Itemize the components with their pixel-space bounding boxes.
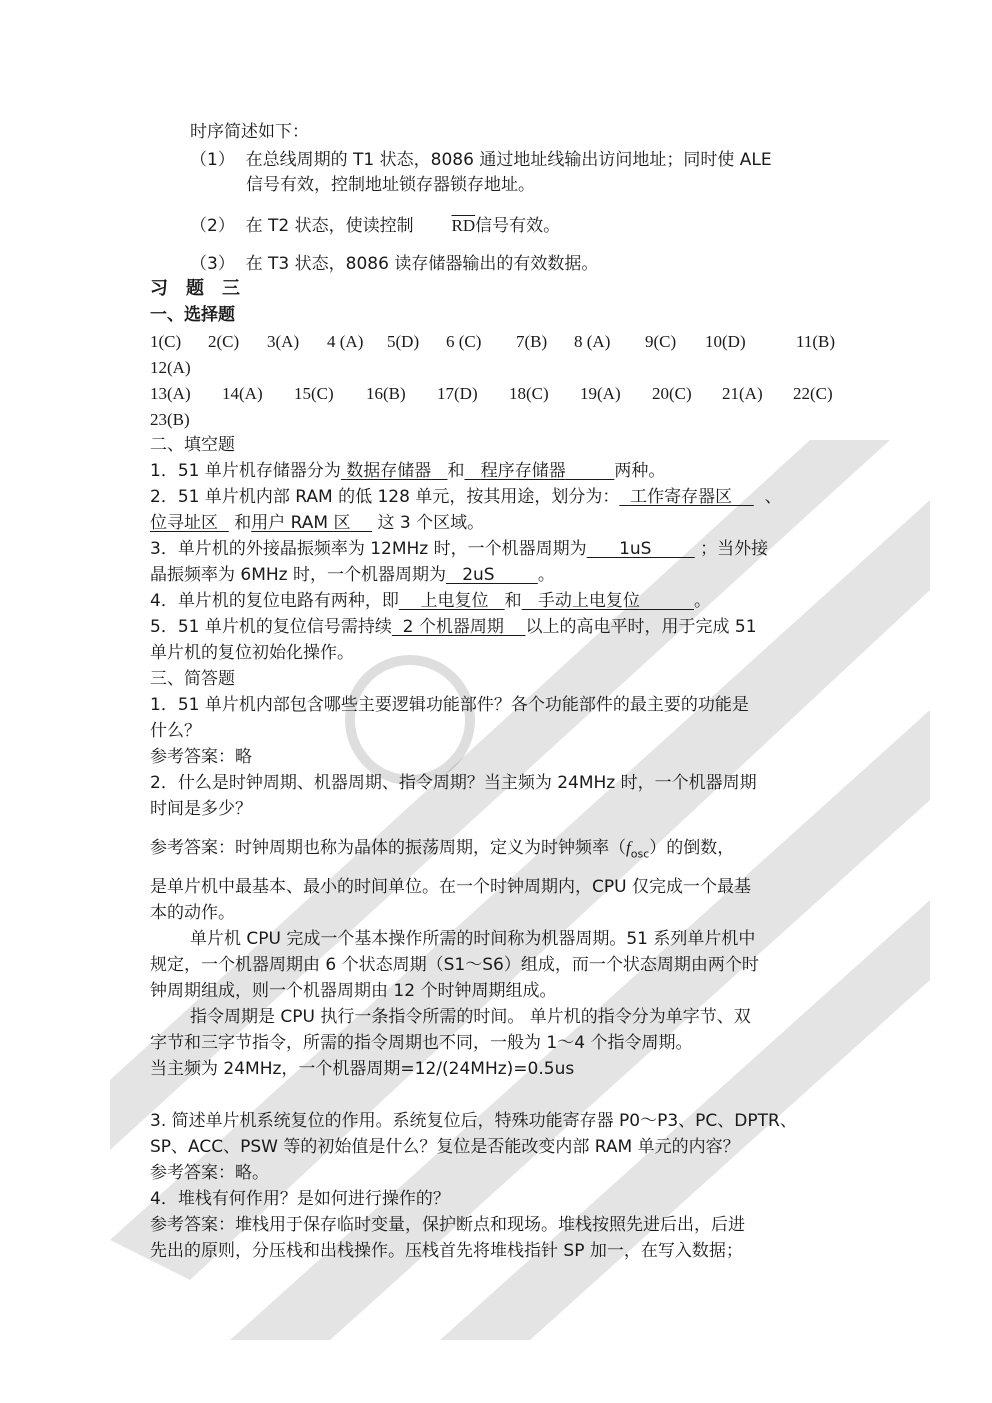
step-text: 在总线周期的 T1 状态，8086 通过地址线输出访问地址；同时使 ALE <box>245 150 772 170</box>
fill-question-3 <box>150 538 768 560</box>
blank-answer <box>150 513 229 533</box>
short-answer-2-para-3-l2: 字节和三字节指令，所需的指令周期也不同，一般为 1～4 个指令周期。 <box>150 1033 693 1053</box>
answer-item: 9(C) <box>645 332 677 351</box>
timing-step-1-cont: 信号有效，控制地址锁存器锁存地址。 <box>246 175 535 195</box>
short-answer-4-cont: 先出的原则，分压栈和出栈操作。压栈首先将堆栈指针 SP 加一，在写入数据； <box>150 1241 743 1261</box>
short-question-2: 2．什么是时钟周期、机器周期、指令周期？当主频为 24MHz 时，一个机器周期 <box>150 773 757 793</box>
blank-answer <box>251 513 372 533</box>
short-answer-1: 参考答案：略 <box>150 747 252 767</box>
fill-question-4 <box>150 590 711 612</box>
question-text: ；当外接 <box>700 539 769 559</box>
fill-question-3-cont <box>150 564 555 586</box>
answer-item: 6 (C) <box>446 332 482 351</box>
question-text: 和 <box>234 513 252 533</box>
answer-item: 3(A) <box>267 332 300 351</box>
blank-answer-text: 数据存储器 <box>346 461 432 481</box>
timing-step-3 <box>190 253 598 275</box>
blank-answer-text: 手动上电复位 <box>537 591 640 611</box>
answer-item: 5(D) <box>387 332 420 351</box>
question-text: 两种。 <box>614 461 666 481</box>
answer-item: 19(A) <box>580 384 621 403</box>
fill-question-2-cont <box>150 512 484 534</box>
blank-answer <box>341 461 448 481</box>
answer-item: 14(A) <box>222 384 263 403</box>
blank-answer-text: 位寻址区 <box>150 513 218 533</box>
blank-answer <box>464 461 614 481</box>
step-number: （3） <box>190 254 235 274</box>
blank-answer-text: 2 个机器周期 <box>402 617 504 637</box>
choice-answers-row-2-wrap: 23(B) <box>150 410 190 429</box>
answer-item: 1(C) <box>150 332 182 351</box>
blank-answer-text: 用户 RAM 区 <box>251 513 351 533</box>
answer-text: 参考答案：时钟周期也称为晶体的振荡周期，定义为时钟频率（ <box>150 838 626 858</box>
formula-f: f <box>626 838 631 857</box>
question-text: 。 <box>537 565 555 585</box>
answer-item: 8 (A) <box>574 332 611 351</box>
fill-question-5-cont: 单片机的复位初始化操作。 <box>150 643 354 663</box>
question-text: 以上的高电平时，用于完成 51 <box>525 617 757 637</box>
short-question-3: 3. 简述单片机系统复位的作用。系统复位后，特殊功能寄存器 P0～P3、PC、DPTR、 <box>150 1111 797 1131</box>
answer-item: 10(D) <box>705 332 746 351</box>
short-question-4: 4．堆栈有何作用？是如何进行操作的？ <box>150 1189 450 1209</box>
choice-answers-row-1-wrap: 12(A) <box>150 358 191 377</box>
short-answer-2-line-3: 本的动作。 <box>150 903 235 923</box>
blank-answer <box>399 591 505 611</box>
short-answer-2-para-2-l2: 规定，一个机器周期由 6 个状态周期（S1～S6）组成，而一个状态周期由两个时 <box>150 955 759 975</box>
short-question-3-cont: SP、ACC、PSW 等的初始值是什么？复位是否能改变内部 RAM 单元的内容？ <box>150 1137 740 1157</box>
answer-item: 17(D) <box>437 384 478 403</box>
step-number: （2） <box>190 216 235 236</box>
step-text-tail: 信号有效。 <box>475 216 561 236</box>
question-text: 2．51 单片机内部 RAM 的低 128 单元，按其用途，划分为： <box>150 487 620 507</box>
question-text: 1．51 单片机存储器分为 <box>150 461 341 481</box>
answer-text: ）的倒数， <box>649 838 735 858</box>
answer-item: 22(C) <box>793 384 833 403</box>
blank-answer <box>392 617 526 637</box>
blank-answer <box>587 539 695 559</box>
question-text: 5．51 单片机的复位信号需持续 <box>150 617 392 637</box>
fill-question-5 <box>150 616 757 638</box>
blank-answer <box>619 487 753 507</box>
blank-answer <box>522 591 694 611</box>
short-question-1-cont: 什么？ <box>150 721 201 741</box>
short-answer-3: 参考答案：略。 <box>150 1163 269 1183</box>
formula-subscript: osc <box>630 847 650 861</box>
fill-heading: 二、填空题 <box>150 435 235 455</box>
question-text: 4．单片机的复位电路有两种，即 <box>150 591 399 611</box>
answer-item: 21(A) <box>722 384 763 403</box>
timing-step-1 <box>190 149 772 171</box>
question-text: 这 3 个区域。 <box>377 513 485 533</box>
timing-step-2 <box>190 215 560 237</box>
short-answer-2-line-2: 是单片机中最基本、最小的时间单位。在一个时钟周期内，CPU 仅完成一个最基 <box>150 877 751 897</box>
question-text: 和 <box>447 461 465 481</box>
short-question-2-cont: 时间是多少？ <box>150 799 252 819</box>
blank-answer-text: 工作寄存器区 <box>630 487 733 507</box>
blank-answer-text: 程序存储器 <box>480 461 566 481</box>
question-text: 3．单片机的外接晶振频率为 12MHz 时，一个机器周期为 <box>150 539 587 559</box>
short-answer-2-para-3-l3: 当主频为 24MHz，一个机器周期=12/(24MHz)=0.5us <box>150 1059 575 1079</box>
fill-question-2 <box>150 486 782 508</box>
question-text: 。 <box>693 591 711 611</box>
timing-intro: 时序简述如下： <box>190 122 309 142</box>
blank-answer-text: 1uS <box>619 539 652 559</box>
answer-item: 18(C) <box>509 384 549 403</box>
fill-question-1 <box>150 460 665 482</box>
answer-item: 16(B) <box>366 384 406 403</box>
step-text: 在 T3 状态，8086 读存储器输出的有效数据。 <box>245 254 599 274</box>
short-heading: 三、简答题 <box>150 669 235 689</box>
answer-item: 4 (A) <box>327 332 364 351</box>
question-text: 晶振频率为 6MHz 时，一个机器周期为 <box>150 565 446 585</box>
choice-heading: 一、选择题 <box>150 305 235 325</box>
short-question-1: 1．51 单片机内部包含哪些主要逻辑功能部件？各个功能部件的最主要的功能是 <box>150 695 749 715</box>
short-answer-2 <box>150 837 734 865</box>
answer-item: 11(B) <box>796 332 836 351</box>
short-answer-2-para-2-l3: 钟周期组成，则一个机器周期由 12 个时钟周期组成。 <box>150 981 557 1001</box>
step-number: （1） <box>190 150 235 170</box>
question-text: 和 <box>504 591 522 611</box>
answer-item: 15(C) <box>294 384 334 403</box>
short-answer-4: 参考答案：堆栈用于保存临时变量，保护断点和现场。堆栈按照先进后出，后进 <box>150 1215 745 1235</box>
answer-item: 20(C) <box>652 384 692 403</box>
blank-answer-text: 上电复位 <box>420 591 489 611</box>
blank-answer-text: 2uS <box>462 565 495 585</box>
step-text: 在 T2 状态，使读控制 <box>245 216 414 236</box>
answer-item: 13(A) <box>150 384 191 403</box>
question-text: 、 <box>764 487 782 507</box>
short-answer-2-para-3: 指令周期是 CPU 执行一条指令所需的时间。 单片机的指令分为单字节、双 <box>190 1007 751 1027</box>
blank-answer <box>446 565 538 585</box>
answer-item: 2(C) <box>208 332 240 351</box>
short-answer-2-para-2: 单片机 CPU 完成一个基本操作所需的时间称为机器周期。51 系列单片机中 <box>190 929 756 949</box>
section-title: 习 题 三 <box>150 278 240 299</box>
answer-item: 7(B) <box>516 332 548 351</box>
rd-signal-label: $\overline{RD}$ <box>451 216 476 235</box>
